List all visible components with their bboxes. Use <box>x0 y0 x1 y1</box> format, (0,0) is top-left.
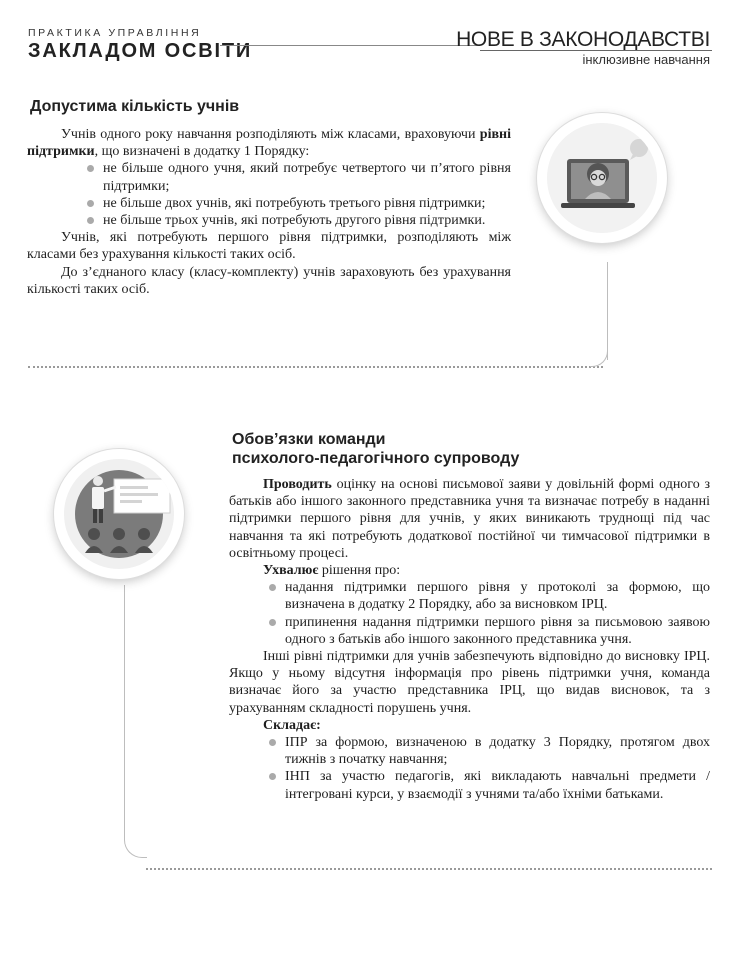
section1-body <box>27 126 511 298</box>
section1-intro <box>27 126 511 160</box>
intro-text-end: , що визначені в додатку 1 Порядку: <box>94 144 310 160</box>
composes-label <box>229 717 710 734</box>
composes-bullets <box>265 734 710 803</box>
section1-para2: Учнів, які потребують першого рівня підтримки, розподіляють між класами без урахування кількості таких осіб. <box>27 230 511 263</box>
section2-title-line1: Обов’язки команди <box>232 431 386 448</box>
list-item: не більше трьох учнів, які потребують другого рівня підтримки. <box>83 212 511 229</box>
section1-bullets <box>83 160 511 229</box>
section2-heading <box>232 430 712 468</box>
frame-vertical-line-2 <box>124 585 125 835</box>
section2-para1 <box>229 476 710 562</box>
online-teacher-laptop-icon <box>537 113 667 243</box>
header-divider <box>220 45 480 46</box>
approves-bullets <box>265 579 710 648</box>
frame-corner <box>590 345 608 367</box>
laptop-teacher-illustration <box>547 123 657 233</box>
magazine-title-line2: ЗАКЛАДОМ ОСВІТИ <box>28 40 253 62</box>
frame-corner-2 <box>124 835 147 858</box>
presentation-lecture-icon <box>54 449 184 579</box>
section-title: НОВЕ В ЗАКОНОДАВСТВІ <box>456 28 710 51</box>
composes-bold: Складає: <box>263 717 321 733</box>
list-item: ІПР за формою, визначеною в додатку 3 Порядку, протягом двох тижнів з початку навчання; <box>265 734 710 768</box>
section2-para2: Інші рівні підтримки для учнів забезпечують відповідно до висновку ІРЦ. Якщо у ньому відсутня інформація про рівень підтримки учня, команда визначає його за участю представника ІРЦ, що видав висновок, та з урахуванням складності порушень учня. <box>229 649 710 716</box>
section2-title-line2: психолого-педагогічного супроводу <box>232 450 520 467</box>
section2-dotted-divider <box>146 868 712 870</box>
intro-text: Учнів одного року навчання розподіляють між класами, враховуючи <box>61 127 480 142</box>
section1-dotted-divider <box>28 366 603 368</box>
list-item: припинення надання підтримки першого рівня за письмовою заявою одного з батьків або іншого законного представника учня. <box>265 614 710 648</box>
section1-title: Допустима кількість учнів <box>30 98 240 115</box>
list-item: не більше двох учнів, які потребують третього рівня підтримки; <box>83 195 511 212</box>
intro-bold: рівні підтримки <box>27 127 511 160</box>
section-subtitle: інклюзивне навчання <box>582 52 710 67</box>
approves-bold: Ухвалює <box>263 563 319 579</box>
list-item: ІНП за участю педагогів, які викладають навчальні предмети / інтегровані курси, у взаємодії з учнями та/або їхніми батьками. <box>265 768 710 802</box>
section1-heading <box>30 97 530 116</box>
section1-para3: До з’єднаного класу (класу-комплекту) учнів зараховують без урахування кількості таких осіб. <box>27 264 511 297</box>
magazine-title-line1: ПРАКТИКА УПРАВЛІННЯ <box>28 27 202 39</box>
approves-label <box>229 562 710 579</box>
list-item: надання підтримки першого рівня у протоколі за формою, що визначена в додатку 2 Порядку, або за висновком ІРЦ. <box>265 579 710 613</box>
section2-body <box>229 476 710 803</box>
approves-text: рішення про: <box>318 563 401 579</box>
list-item: не більше одного учня, який потребує четвертого чи п’ятого рівня підтримки; <box>83 160 511 194</box>
para1-text: оцінку на основі письмової заяви у довільній формі одного з батьків або іншого законного представника учня та визначає потребу в наданні підтримки першого рівня для учнів, у яких виникають труднощі під час навчання та які потребують додаткової постійної чи тимчасової підтримки в освітньому процесі. <box>229 477 710 561</box>
para1-bold: Проводить <box>263 477 332 492</box>
section-underline <box>480 50 712 51</box>
lecture-illustration <box>64 459 174 569</box>
